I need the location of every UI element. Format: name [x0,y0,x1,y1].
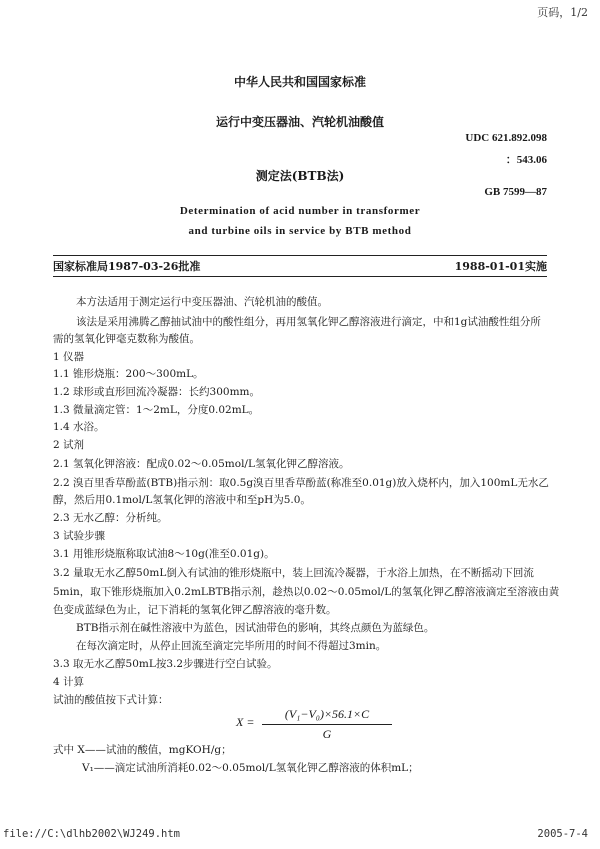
approval-date: 国家标准局1987-03-26批准 [53,260,201,273]
intro-paragraph-2-cont: 需的氢氧化钾毫克数称为酸值。 [53,333,200,345]
gb-number: GB 7599—87 [484,186,547,198]
section-2-heading: 2 试剂 [53,439,85,451]
formula-intro: 试油的酸值按下式计算： [53,694,169,706]
item-3-2-cont-2: 色变成蓝绿色为止，记下消耗的氢氧化钾乙醇溶液的毫升数。 [53,604,337,616]
separator-bottom [53,276,547,277]
definition-v1: V₁——滴定试油所消耗0.02～0.05mol/L氢氧化钾乙醇溶液的体积mL； [82,762,419,774]
item-3-2-cont-1: 5min，取下锥形烧瓶加入0.2mLBTB指示剂，趁热以0.02～0.05mol/L的氢氧化钾乙醇溶液滴定至溶液由黄 [53,586,560,598]
item-3-2: 3.2 量取无水乙醇50mL倒入有试油的锥形烧瓶中，装上回流冷凝器，于水浴上加热，在不断摇动下回流 [53,567,534,579]
english-title-line-1: Determination of acid number in transformer [179,205,421,217]
item-1-4: 1.4 水浴。 [53,421,105,433]
item-1-1: 1.1 锥形烧瓶：200～300mL。 [53,368,204,380]
intro-paragraph-1: 本方法适用于测定运行中变压器油、汽轮机油的酸值。 [76,296,328,308]
method-title: 测定法(BTB法) [255,169,345,183]
item-2-2: 2.2 溴百里香草酚蓝(BTB)指示剂：取0.5g溴百里香草酚蓝(称准至0.01g)放入烧杯内，加入100mL无水乙 [53,477,549,489]
standard-title: 中华人民共和国国家标准 [233,75,366,89]
english-title-line-2: and turbine oils in service by BTB method [188,225,412,237]
note-btb-color: BTB指示剂在碱性溶液中为蓝色，因试油带色的影响，其终点颜色为蓝绿色。 [76,622,435,634]
item-3-1: 3.1 用锥形烧瓶称取试油8～10g(准至0.01g)。 [53,548,275,560]
intro-paragraph-2: 该法是采用沸腾乙醇抽试油中的酸性组分，再用氢氧化钾乙醇溶液进行滴定，中和1g试油酸性组分所 [76,316,541,328]
footer-file-path: file://C:\dlhb2002\WJ249.htm [3,828,181,840]
udc-code-1: UDC 621.892.098 [465,132,547,144]
note-time-limit: 在每次滴定时，从停止回流至滴定完毕所用的时间不得超过3min。 [76,640,387,652]
section-3-heading: 3 试验步骤 [53,530,106,542]
formula-lhs: X = [236,715,255,729]
formula-fraction [262,707,392,742]
item-2-3: 2.3 无水乙醇：分析纯。 [53,512,168,524]
item-2-2-cont: 醇，然后用0.1mol/L氢氧化钾的溶液中和至pH为5.0。 [53,494,311,506]
section-1-heading: 1 仪器 [53,351,85,363]
document-title: 运行中变压器油、汽轮机油酸值 [215,115,384,129]
page-number: 页码，1/2 [537,6,588,19]
separator-top [53,255,547,256]
item-1-3: 1.3 微量滴定管：1～2mL，分度0.02mL。 [53,404,260,416]
section-4-heading: 4 计算 [53,676,85,688]
item-3-3: 3.3 取无水乙醇50mL按3.2步骤进行空白试验。 [53,658,278,670]
formula-denominator: G [322,727,332,741]
formula-numerator: (V₁−V₀)×56.1×C [284,707,370,721]
fraction-bar [262,724,392,725]
definition-x: 式中 X——试油的酸值，mgKOH/g； [53,744,232,756]
udc-code-2: ：543.06 [505,154,547,166]
footer-date: 2005-7-4 [537,828,588,840]
item-2-1: 2.1 氢氧化钾溶液：配成0.02～0.05mol/L氢氧化钾乙醇溶液。 [53,458,350,470]
item-1-2: 1.2 球形或直形回流冷凝器：长约300mm。 [53,386,260,398]
effective-date: 1988-01-01实施 [454,260,547,273]
